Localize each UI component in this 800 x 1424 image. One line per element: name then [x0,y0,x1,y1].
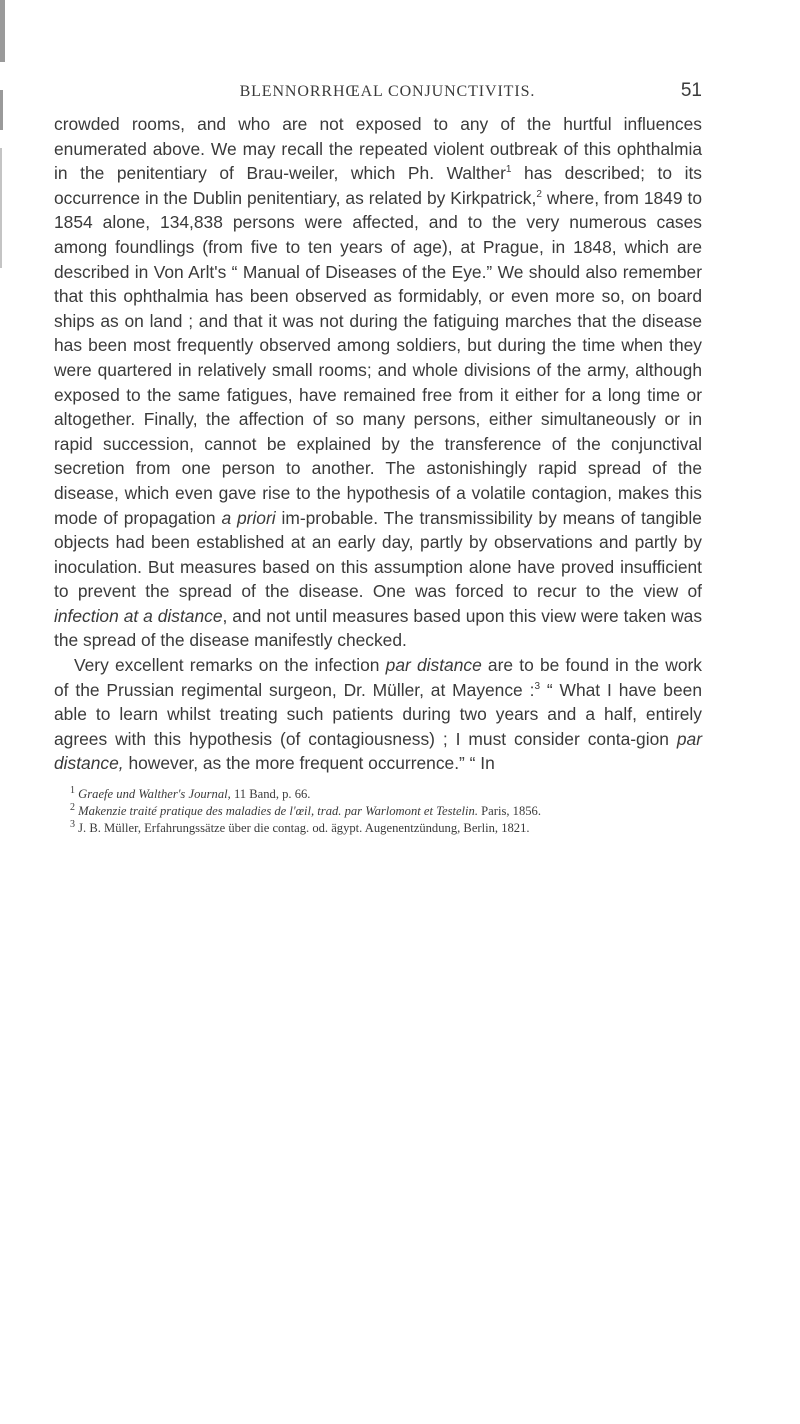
footnote: $^2$ Makenzie traité pratique des maladies de l'œil, trad. par Warlomont et Testelin. Paris, 1856. [70,801,541,819]
footnote-ref: 3 [534,680,540,692]
footnote: $^3$ J. B. Müller, Erfahrungssätze über die contag. od. ägypt. Augenentzündung, Berlin, 1821. [70,818,530,836]
paragraph: crowded rooms, and who are not exposed to any of the hurtful influences enumerated above. We may recall the repeated violent outbreak of this ophthalmia in the penitentiary of Brau-weiler, which Ph. Walther$^1$ has described; to its occurrence in the Dublin penitentiary, as related by Kirkpatrick,$^2$ where, from 1849 to 1854 alone, 134,838 persons were affected, and to the very numerous cases among foundlings (from five to ten years of age), at Prague, in 1848, which are described in Von Arlt's “ Manual of Diseases of the Eye.” We should also remember that this ophthalmia has been observed as formidably, or even more so, on board ships as on land ; and that it was not during the fatiguing marches that the disease has been most frequently observed among soldiers, but during the time when they were quartered in relatively small rooms; and whole divisions of the army, although exposed to the same fatigues, have remained free from it either for a long time or altogether. Finally, the affection of so many persons, either simultaneously or in rapid succession, cannot be explained by the transference of the conjunctival secretion from one person to another. The astonishingly rapid spread of the disease, which even gave rise to the hypothesis of a volatile contagion, makes this mode of propagation a priori im-probable. The transmissibility by means of tangible objects had been established at an early day, partly by observations and partly by inoculation. But measures based on this assumption alone have proved insufficient to prevent the spread of the disease. One was forced to recur to the view of infection at a distance, and not until measures based upon this view were taken was the spread of the disease manifestly checked. [54,114,703,651]
binding-edge-mark [0,148,2,268]
footnote-ref: 1 [505,164,512,176]
footnote-ref: 2 [536,188,542,200]
book-page [54,80,702,837]
body-text [54,112,702,776]
footnotes [54,786,702,837]
page-number: 51 [680,80,702,101]
running-title: BLENNORRHŒAL CONJUNCTIVITIS. [239,83,536,100]
paragraph: Very excellent remarks on the infection par distance are to be found in the work of the Prussian regimental surgeon, Dr. Müller, at Mayence :$^3$ “ What I have been able to learn whilst treating such patients during two years and a half, entirely agrees with this hypothesis (of contagiousness) ; I must consider conta-gion par distance, however, as the more frequent occurrence.” “ In [54,655,702,774]
footnote: $^1$ Graefe und Walther's Journal, 11 Band, p. 66. [70,784,311,802]
binding-edge-mark [0,0,5,62]
running-header [54,80,702,102]
binding-edge-mark [0,90,3,130]
